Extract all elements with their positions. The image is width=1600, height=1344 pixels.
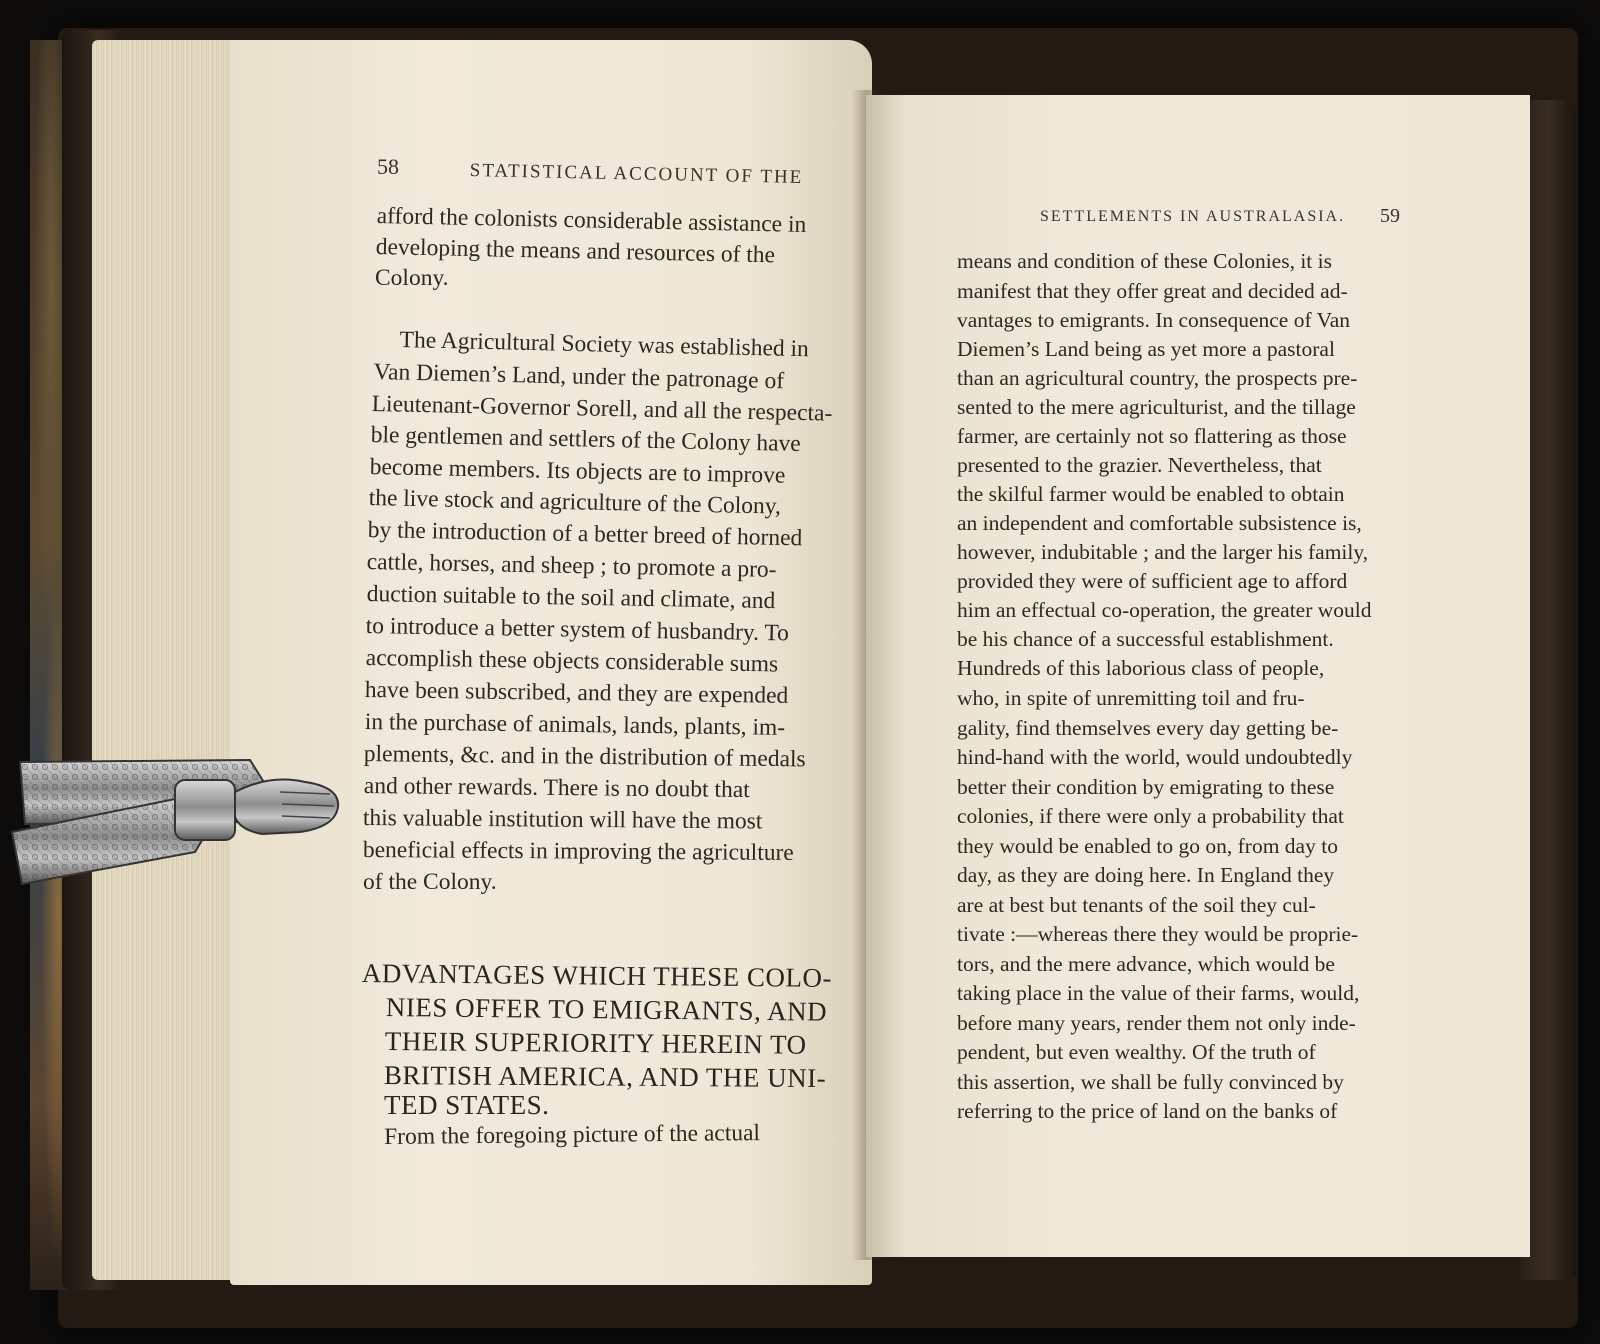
right-line: than an agricultural country, the prospects pre- (957, 366, 1358, 390)
right-line: tors, and the mere advance, which would be (957, 952, 1335, 976)
right-line: farmer, are certainly not so flattering as those (957, 424, 1347, 448)
right-line: day, as they are doing here. In England they (957, 863, 1335, 887)
left-page-number: 58 (377, 154, 399, 179)
right-line: provided they were of sufficient age to afford (957, 569, 1348, 593)
right-running-head: SETTLEMENTS IN AUSTRALASIA. (1040, 208, 1346, 225)
right-line: Diemen’s Land being as yet more a pastoral (957, 337, 1335, 361)
left-line: cattle, horses, and sheep ; to promote a pro- (366, 549, 777, 583)
right-line: manifest that they offer great and decided ad- (957, 279, 1348, 303)
left-line: developing the means and resources of the (375, 234, 776, 269)
left-line: accomplish these objects considerable sums (365, 645, 779, 678)
left-line: plements, &c. and in the distribution of medals (363, 741, 806, 773)
left-line: of the Colony. (363, 869, 497, 895)
left-line: beneficial effects in improving the agriculture (362, 837, 794, 867)
right-line: pendent, but even wealthy. Of the truth of (957, 1040, 1316, 1064)
right-line: an independent and comfortable subsistence is, (957, 511, 1362, 535)
page-block-edge (92, 40, 242, 1280)
right-line: gality, find themselves every day getting be- (957, 716, 1339, 740)
right-line: who, in spite of unremitting toil and fru- (957, 686, 1305, 710)
section-heading-line: THEIR SUPERIORITY HEREIN TO (384, 1026, 807, 1060)
left-line: by the introduction of a better breed of horned (367, 517, 803, 552)
left-line: in the purchase of animals, lands, plants, im- (364, 709, 786, 741)
right-line: means and condition of these Colonies, it is (957, 249, 1333, 273)
right-line: this assertion, we shall be fully convinced by (957, 1070, 1344, 1094)
left-line: afford the colonists considerable assistance in (376, 203, 807, 238)
right-line: presented to the grazier. Nevertheless, that (957, 453, 1322, 477)
right-line: the skilful farmer would be enabled to obtain (957, 482, 1345, 506)
left-line: From the foregoing picture of the actual (384, 1120, 761, 1150)
right-line: taking place in the value of their farms, would, (957, 981, 1360, 1005)
right-line: tivate :—whereas there they would be proprie- (957, 922, 1359, 946)
right-page-number: 59 (1380, 205, 1400, 227)
section-heading-line: ADVANTAGES WHICH THESE COLO- (361, 958, 833, 993)
left-line: Colony. (375, 265, 449, 291)
right-line: are at best but tenants of the soil they cul- (957, 893, 1316, 917)
left-line: to introduce a better system of husbandry. To (365, 613, 790, 647)
right-line: sented to the mere agriculturist, and the tillage (957, 395, 1356, 419)
right-line: him an effectual co-operation, the greater would (957, 598, 1372, 622)
right-line: however, indubitable ; and the larger his family, (957, 540, 1369, 564)
right-line: hind-hand with the world, would undoubtedly (957, 745, 1353, 769)
left-running-head: STATISTICAL ACCOUNT OF THE (469, 160, 804, 188)
left-line: become members. Its objects are to improve (369, 454, 786, 489)
right-line: they would be enabled to go on, from day to (957, 834, 1338, 858)
silver-hand-bookmark-clip (0, 752, 345, 887)
section-heading-line: BRITISH AMERICA, AND THE UNI- (383, 1060, 827, 1094)
right-line: better their condition by emigrating to these (957, 775, 1335, 799)
left-line: Lieutenant-Governor Sorell, and all the respecta- (371, 391, 833, 427)
left-line: Van Diemen’s Land, under the patronage of (373, 359, 785, 395)
right-line: before many years, render them not only inde- (957, 1011, 1356, 1035)
left-line: ble gentlemen and settlers of the Colony have (370, 422, 801, 458)
right-line: colonies, if there were only a probability that (957, 804, 1344, 828)
section-heading-line: NIES OFFER TO EMIGRANTS, AND (385, 992, 828, 1027)
right-line: be his chance of a successful establishment. (957, 627, 1334, 651)
section-heading-line: TED STATES. (384, 1090, 550, 1120)
left-line: this valuable institution will have the most (362, 805, 763, 835)
right-line: Hundreds of this laborious class of people, (957, 656, 1325, 680)
left-line: have been subscribed, and they are expended (364, 677, 789, 709)
right-line: vantages to emigrants. In consequence of Van (957, 308, 1351, 332)
left-line: The Agricultural Society was established in (399, 327, 810, 363)
left-line: the live stock and agriculture of the Colony, (368, 485, 782, 520)
left-line: and other rewards. There is no doubt that (363, 773, 750, 804)
right-line: referring to the price of land on the banks of (957, 1099, 1338, 1123)
left-line: duction suitable to the soil and climate, and (366, 581, 776, 615)
